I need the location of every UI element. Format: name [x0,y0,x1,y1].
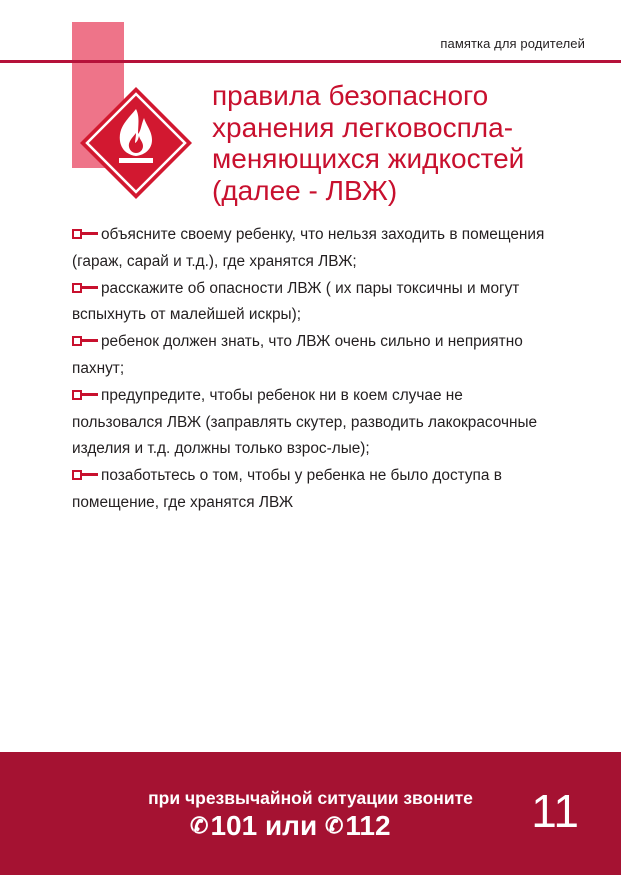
bullet-text: объясните своему ребенку, что нельзя заходить в помещения (гараж, сарай и т.д.), где хранятся ЛВЖ; [72,226,545,270]
emergency-text [0,788,621,809]
emergency-number-fire: 101 [210,810,258,841]
title-line: хранения легковоспла- [212,111,514,143]
list-item [72,276,552,330]
emergency-label: при чрезвычайной ситуации звоните [148,788,473,808]
page-number: 11 [531,785,579,837]
header-rule [0,60,621,63]
list-item [72,329,552,383]
list-item [72,383,552,463]
bullet-marker-icon [72,469,99,481]
emergency-numbers [190,810,391,842]
title-line: (далее - ЛВЖ) [212,174,398,206]
bullet-text: ребенок должен знать, что ЛВЖ очень сильно и неприятно пахнут; [72,333,523,377]
footer-banner [0,752,621,875]
bullet-marker-icon [72,282,99,294]
emergency-number-general: 112 [345,810,391,841]
bullet-text: позаботьтесь о том, чтобы у ребенка не было доступа в помещение, где хранятся ЛВЖ [72,467,502,511]
bullet-text: предупредите, чтобы ребенок ни в коем случае не пользовался ЛВЖ (заправлять скутер, разводить лакокрасочные изделия и т.д. должны только взрос-лые); [72,386,538,458]
bullet-marker-icon [72,389,99,401]
phone-icon: ✆ [190,813,209,838]
bullet-marker-icon [72,335,99,347]
title-line: правила безопасного [212,80,489,111]
page-title [212,80,572,206]
list-item [72,463,552,517]
bullet-marker-icon [72,228,99,240]
list-item [72,222,552,276]
separator-text: или [264,810,318,841]
header-label: памятка для родителей [440,36,585,51]
bullet-text: расскажите об опасности ЛВЖ ( их пары токсичны и могут вспыхнуть от малейшей искры); [72,279,520,324]
flammable-liquid-hazard-icon [78,85,194,201]
bullet-list [72,222,552,517]
phone-icon: ✆ [324,813,344,838]
title-line: меняющихся жидкостей [212,143,525,174]
